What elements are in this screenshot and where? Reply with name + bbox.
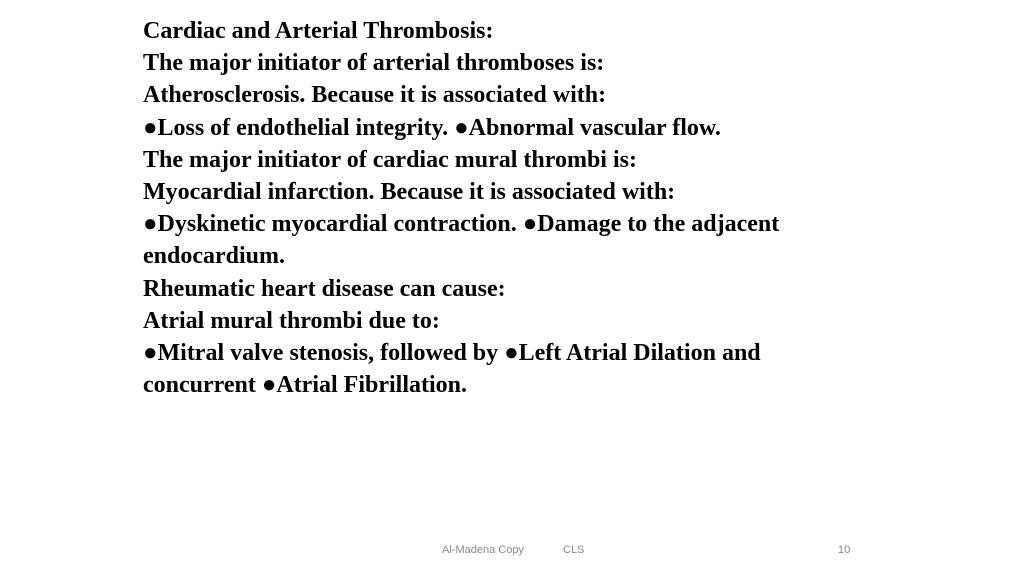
bullet-line: ●Mitral valve stenosis, followed by ●Left Atrial Dilation and [143, 340, 761, 367]
page-number: 10 [838, 544, 851, 556]
text-line: Atherosclerosis. Because it is associated with: [143, 82, 607, 109]
text-line: The major initiator of arterial thromboses is: [143, 50, 605, 77]
footer-source: Al-Madena Copy [442, 544, 524, 556]
text-line: Myocardial infarction. Because it is associated with: [143, 179, 676, 206]
bullet-line: ●Loss of endothelial integrity. ●Abnormal vascular flow. [143, 114, 721, 141]
text-line: Rheumatic heart disease can cause: [143, 275, 506, 302]
text-line: concurrent ●Atrial Fibrillation. [143, 372, 468, 399]
text-line: Atrial mural thrombi due to: [143, 307, 440, 334]
footer-course: CLS [563, 544, 585, 556]
slide-body [143, 15, 903, 401]
slide-title: Cardiac and Arterial Thrombosis: [143, 18, 494, 44]
text-line: The major initiator of cardiac mural thrombi is: [143, 146, 637, 173]
bullet-line: ●Dyskinetic myocardial contraction. ●Damage to the adjacent [143, 211, 780, 238]
text-line: endocardium. [143, 243, 286, 270]
